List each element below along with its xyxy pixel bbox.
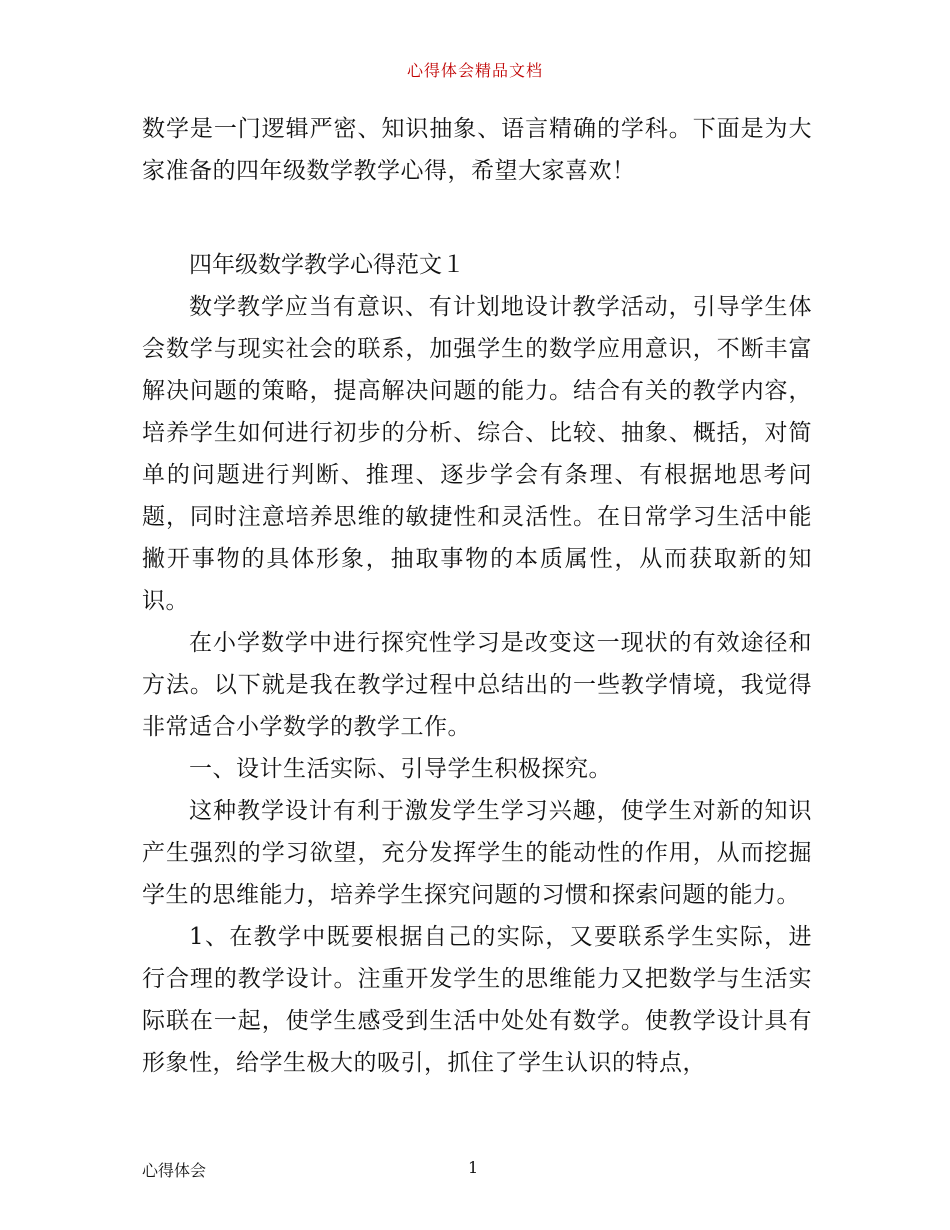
body-paragraph-2: 在小学数学中进行探究性学习是改变这一现状的有效途径和方法。以下就是我在教学过程中总结出的一些教学情境，我觉得非常适合小学数学的教学工作。 bbox=[142, 630, 812, 740]
body-paragraph-3: 这种教学设计有利于激发学生学习兴趣，使学生对新的知识产生强烈的学习欲望，充分发挥学生的能动性的作用，从而挖掘学生的思维能力，培养学生探究问题的习惯和探索问题的能力。 bbox=[142, 798, 812, 908]
intro-paragraph: 数学是一门逻辑严密、知识抽象、语言精确的学科。下面是为大家准备的四年级数学教学心得，希望大家喜欢！ bbox=[142, 116, 812, 184]
document-body bbox=[142, 108, 812, 1084]
paragraph-gap bbox=[142, 192, 812, 244]
subheading-1: 一、设计生活实际、引导学生积极探究。 bbox=[189, 756, 612, 782]
page-number: 1 bbox=[468, 1158, 479, 1177]
footer-label: 心得体会 bbox=[142, 1161, 207, 1180]
document-header-title: 心得体会精品文档 bbox=[406, 61, 543, 80]
body-paragraph-4: 1、在教学中既要根据自己的实际，又要联系学生实际，进行合理的教学设计。注重开发学生的思维能力又把数学与生活实际联在一起，使学生感受到生活中处处有数学。使教学设计具有形象性，给学生极大的吸引，抓住了学生认识的特点， bbox=[142, 924, 812, 1076]
section-title: 四年级数学教学心得范文１ bbox=[189, 252, 465, 278]
body-paragraph-1: 数学教学应当有意识、有计划地设计教学活动，引导学生体会数学与现实社会的联系，加强学生的数学应用意识，不断丰富解决问题的策略，提高解决问题的能力。结合有关的教学内容，培养学生如何进行初步的分析、综合、比较、抽象、概括，对简单的问题进行判断、推理、逐步学会有条理、有根据地思考问题，同时注意培养思维的敏捷性和灵活性。在日常学习生活中能撇开事物的具体形象，抽取事物的本质属性，从而获取新的知识。 bbox=[142, 294, 812, 614]
